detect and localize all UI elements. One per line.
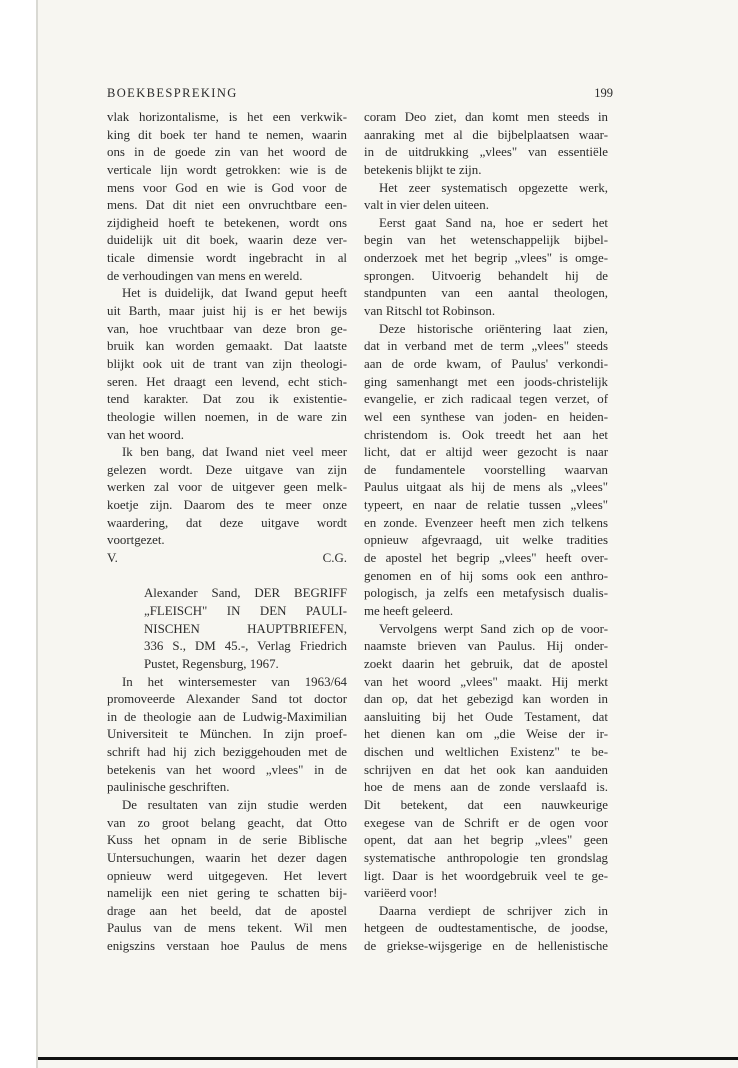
text-line: Universiteit te München. In zijn proef- xyxy=(107,727,347,742)
text-line: zijdigheid hoeft te betekenen, wordt ons xyxy=(107,215,347,230)
text-line: ticale dimensie wordt ingebracht in al xyxy=(107,251,347,266)
text-line: seren. Het draagt een levend, echt stich- xyxy=(107,374,347,389)
text-line: de griekse-wijsgerige en de hellenistische xyxy=(364,939,608,954)
text-line: king dit boek ter hand te nemen, waarin xyxy=(107,127,347,142)
text-line: bruik kan worden gemaakt. Dat laatste xyxy=(107,339,347,354)
text-line: opnieuw afgevraagd, uit welke tradities xyxy=(364,533,608,548)
text-line: genomen en of hij soms ook een anthro- xyxy=(364,568,608,583)
text-line: blijkt ook uit de trant van zijn theologi- xyxy=(107,356,347,371)
text-line: namelijk een niet gering te schatten bij- xyxy=(107,886,347,901)
text-line: coram Deo ziet, dan komt men steeds in xyxy=(364,110,608,124)
signoff-author: C.G. xyxy=(322,551,347,566)
text-line: aansluiting bij het Oude Testament, dat xyxy=(364,709,608,724)
text-line: drage aan het beeld, dat de apostel xyxy=(107,903,347,918)
text-line: Paulus van de mens tekent. Wil men xyxy=(107,921,347,936)
text-line: waardering, dat deze uitgave wordt xyxy=(107,515,347,530)
text-line: naamste brieven van Paulus. Hij onder- xyxy=(364,639,608,654)
text-line: duidelijk uit dit boek, waarin deze ver- xyxy=(107,233,347,248)
text-line: koetje zijn. Daarom des te meer onze xyxy=(107,498,347,513)
text-line: schrift had hij zich beziggehouden met de xyxy=(107,745,347,760)
text-line: mens voor God en wie is God voor de xyxy=(107,180,347,195)
text-line: gelezen wordt. Deze uitgave van zijn xyxy=(107,462,347,477)
text-line: valt in vier delen uiteen. xyxy=(364,198,489,213)
text-line: exegese van de Schrift er de ogen voor xyxy=(364,815,608,830)
text-line: de apostel het begrip „vlees" heeft over- xyxy=(364,551,608,566)
reference-line: Pustet, Regensburg, 1967. xyxy=(144,656,279,671)
left-column xyxy=(107,109,347,956)
text-line: dat in verband met de term „vlees" steeds xyxy=(364,339,608,354)
text-line: typeert, en naar de relatie tussen „vlees" xyxy=(364,498,608,513)
text-line: en zonde. Evenzeer heeft men zich telkens xyxy=(364,515,608,530)
text-line: dan op, dat het gebezigd kan worden in xyxy=(364,692,608,707)
text-line: zoekt daarin het gebruik, dat de apostel xyxy=(364,656,608,671)
text-line: ging samenhangt met een joods-christelijk xyxy=(364,374,608,389)
text-line: het dienen kan om „die Weise der ir- xyxy=(364,727,608,742)
text-line: verticale lijn wordt getrokken: wie is de xyxy=(107,162,347,177)
text-line: van het woord. xyxy=(107,427,184,442)
text-line: uit Barth, maar juist hij is er het bewijs xyxy=(107,304,347,319)
text-line: opent, dat aan het begrip „vlees" geen xyxy=(364,833,608,848)
text-line: werken zal voor de uitgever geen melk- xyxy=(107,480,347,495)
text-line: Kuss het opnam in de serie Biblische xyxy=(107,833,347,848)
text-line: hoe de mens aan de zonde verslaafd is. xyxy=(364,780,608,795)
text-line: van het woord „vlees" maakt. Hij merkt xyxy=(364,674,608,689)
text-line: promoveerde Alexander Sand tot doctor xyxy=(107,692,347,707)
right-column xyxy=(364,109,608,956)
spacer xyxy=(107,568,347,586)
text-line: ligt. Daar is het woordgebruik veel te ge- xyxy=(364,868,608,883)
text-line: De resultaten van zijn studie werden xyxy=(122,797,347,812)
text-line: opnieuw werd uitgegeven. Het levert xyxy=(107,868,347,883)
text-line: de verhoudingen van mens en wereld. xyxy=(107,268,303,283)
text-line: me heeft geleerd. xyxy=(364,603,454,618)
text-line: aanraking met al die bijbelplaatsen waar- xyxy=(364,127,608,142)
text-line: sprongen. Uitvoerig behandelt hij de xyxy=(364,268,608,283)
text-line: wel een synthese van joden- en heiden- xyxy=(364,409,608,424)
text-line: Daarna verdiept de schrijver zich in xyxy=(379,903,608,918)
text-line: Dit betekent, dat een nauwkeurige xyxy=(364,797,608,812)
bottom-rule xyxy=(38,1057,738,1060)
text-line: onderzoek met het begrip „vlees" is omge- xyxy=(364,251,608,266)
text-line: van, hoe vruchtbaar van deze bron ge- xyxy=(107,321,347,336)
signoff-initial: V. xyxy=(107,551,118,566)
text-line: Het zeer systematisch opgezette werk, xyxy=(379,180,608,195)
text-line: voortgezet. xyxy=(107,533,165,548)
text-line: van zo groot belang geacht, dat Otto xyxy=(107,815,347,830)
text-line: hetgeen de oudtestamentische, de joodse, xyxy=(364,921,608,936)
review-signoff xyxy=(107,550,347,568)
text-line: van Ritschl tot Robinson. xyxy=(364,304,496,319)
running-head: BOEKBESPREKING xyxy=(107,86,238,100)
text-line: standpunten van een aantal theologen, xyxy=(364,286,608,301)
text-line: theologie willen noemen, in de ware zin xyxy=(107,409,347,424)
text-line: betekenis van het woord „vlees" in de xyxy=(107,762,347,777)
text-line: in de theologie aan de Ludwig-Maximilian xyxy=(107,709,347,724)
reference-line: 336 S., DM 45.-, Verlag Friedrich xyxy=(144,639,347,654)
text-line: christendom is. Ook treedt het aan het xyxy=(364,427,608,442)
text-line: Ik ben bang, dat Iwand niet veel meer xyxy=(122,445,347,460)
reference-line: NISCHEN HAUPTBRIEFEN, xyxy=(144,621,347,636)
page-number: 199 xyxy=(594,86,613,100)
reference-line: „FLEISCH" IN DEN PAULI- xyxy=(144,603,347,618)
text-line: Deze historische oriëntering laat zien, xyxy=(379,321,608,336)
text-line: in de uitdrukking „vlees" van essentiële xyxy=(364,145,608,160)
text-line: tend karakter. Dat zou ik existentie- xyxy=(107,392,347,407)
book-reference xyxy=(107,585,347,673)
text-line: pologisch, ja zelfs een metafysisch dualis- xyxy=(364,586,608,601)
text-line: betekenis blijkt te zijn. xyxy=(364,162,482,177)
text-line: Untersuchungen, waarin het dezer dagen xyxy=(107,850,347,865)
text-line: begin van het wetenschappelijk bijbel- xyxy=(364,233,608,248)
text-line: mens. Dat dit niet een onvruchtbare een- xyxy=(107,198,347,213)
text-line: dischen und weltlichen Existenz" te be- xyxy=(364,745,608,760)
text-line: vlak horizontalisme, is het een verkwik- xyxy=(107,110,347,124)
text-line: aan de orde kwam, of Paulus' verkondi- xyxy=(364,356,608,371)
text-line: de fundamentele voorstelling waarvan xyxy=(364,462,608,477)
text-line: In het wintersemester van 1963/64 xyxy=(122,674,347,689)
text-line: Het is duidelijk, dat Iwand geput heeft xyxy=(122,286,347,301)
text-line: Paulus uitgaat als hij de mens als „vlees" xyxy=(364,480,608,495)
text-line: evangelie, er zich radicaal tegen verzet, of xyxy=(364,392,608,407)
text-line: licht, dat er altijd weer gezocht is naar xyxy=(364,445,608,460)
text-line: paulinische geschriften. xyxy=(107,780,230,795)
text-line: ons in de goede zin van het woord de xyxy=(107,145,347,160)
text-line: variëerd voor! xyxy=(364,886,438,901)
text-line: Vervolgens werpt Sand zich op de voor- xyxy=(379,621,608,636)
text-line: Eerst gaat Sand na, hoe er sedert het xyxy=(379,215,608,230)
reference-line: Alexander Sand, DER BEGRIFF xyxy=(144,586,347,601)
text-line: schrijven en dat het ook kan aanduiden xyxy=(364,762,608,777)
text-line: enigszins verstaan hoe Paulus de mens xyxy=(107,939,347,954)
text-line: systematische anthropologie ten grondslag xyxy=(364,850,608,865)
